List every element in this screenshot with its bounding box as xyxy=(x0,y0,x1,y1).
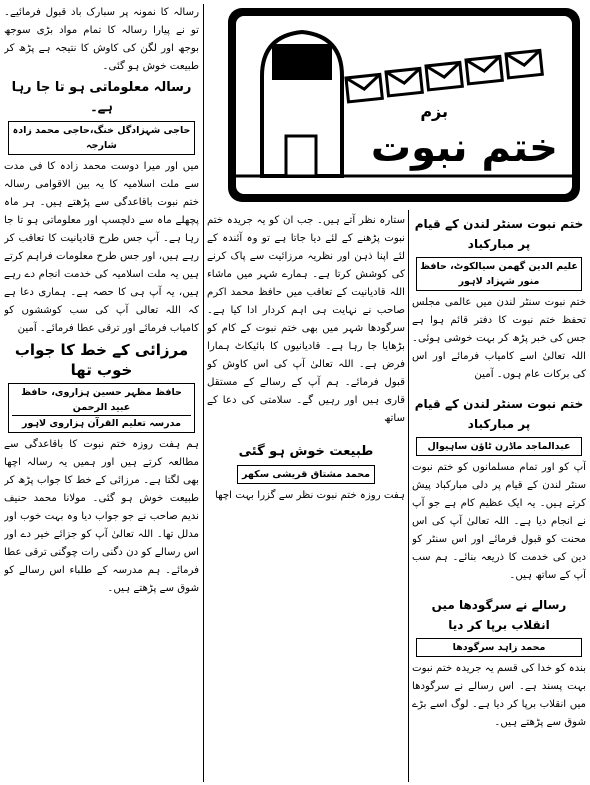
masthead-frame xyxy=(234,14,574,196)
masthead-subtitle: بزم xyxy=(420,102,448,121)
tower-door xyxy=(286,136,316,176)
byline-line: مدرسہ تعلیم القرآن ہزاروی لاہور xyxy=(12,415,191,431)
masthead xyxy=(228,8,580,202)
article-text: رسالہ کا نمونہ پر سبارک باد قبول فرمائیے۔ تو نے پیارا رسالہ کا تمام مواد بڑی سوجھ بوجھ اور لگن کی کاوش کا نتیجہ ہے پڑھ کر طبیعت خوش ہو گئی۔ xyxy=(4,7,199,72)
article-byline xyxy=(8,383,195,433)
article-headline: ختم نبوت سنٹر لندن کے قیام پر مبارکباد xyxy=(414,397,584,431)
article-headline: رسالہ معلوماتی ہو تا جا رہا ہے۔ xyxy=(11,80,192,115)
article-headline: مرزائی کے خط کا جواب خوب تھا xyxy=(14,341,189,379)
envelope-icons xyxy=(346,50,542,101)
article-text: میں اور میرا دوست محمد زادہ کا فی مدت سے ملت اسلامیہ کا یہ بین الاقوامی رسالہ ختم نبوت باقاعدگی سے پڑھتے ہیں۔ ہر ماہ پچھلے ماہ سے دلچسپ اور معلوماتی ہو تا جا رہا ہے۔ آپ جس طرح قادیانیت کا تعاقب کر رہے ہیں، اور جس طرح معلومات فراہم کرتے ہیں یہ ملت اسلامیہ کی خدمت انجام دے رہے ہیں، یہ آپ ہی کا حصہ ہے۔ ہماری دعا ہے کہ اللہ تعالی آپ کی سب کوششوں کو کامیاب فرمائے اور ترقی عطا فرمائے۔ آمین xyxy=(4,161,199,334)
article-text: ہم ہفت روزہ ختم نبوت کا باقاعدگی سے مطالعہ کرتے ہیں اور ہمیں یہ رسالہ اچھا بھی لگتا ہے۔ مرزائی کے خط کا جواب پڑھ کر طبیعت خوش ہو گئی۔ مولانا محمد حنیف ندیم صاحب نے جو جواب دیا وہ بہت خوب اور مدلل تھا۔ اللہ تعالیٰ آپ کو جزائے خیر دے اور اس رسالے کو دن دگنی رات چوگنی ترقی عطا فرمائے۔ ہم مدرسہ کے طلباء اس رسالے کو شوق سے پڑھتے ہیں۔ xyxy=(4,439,199,594)
article-text: ہفت روزہ ختم نبوت نظر سے گزرا بہت اچھا xyxy=(215,490,405,501)
article-byline: عبدالماجد ماڈرن ٹاؤن ساہیوال xyxy=(416,437,582,456)
article-byline: حاجی شہزادگل خنگ،حاجی محمد زادہ شارجہ xyxy=(8,121,195,155)
article-headline: ختم نبوت سنٹر لندن کے قیام پر مبارکباد xyxy=(414,217,584,251)
article-headline: رسالے نے سرگودھا میں انقلاب برپا کر دیا xyxy=(431,598,567,632)
column-divider xyxy=(203,4,204,782)
byline-line: حافظ مظہر حسین ہزاروی، حافظ عبید الرحمن xyxy=(21,387,182,413)
column-divider xyxy=(408,210,409,782)
article-headline: طبیعت خوش ہو گئی xyxy=(238,444,374,459)
column-right xyxy=(412,212,586,782)
article-text: آپ کو اور تمام مسلمانوں کو ختم نبوت سنٹر لندن کے قیام پر دلی مبارکباد پیش کرتے ہیں۔ یہ ایک عظیم کام ہے جو آپ نے انجام دیا ہے۔ اللہ تعالیٰ آپ کی اس محنت کو قبول فرمائے اور اس سنٹر کو دین کی خدمت کا ذریعہ بنائے۔ ہم سب آپ کے ساتھ ہیں۔ xyxy=(412,462,586,581)
column-left xyxy=(4,4,199,782)
article-text: ختم نبوت سنٹر لندن میں عالمی مجلس تحفظ ختم نبوت کا دفتر قائم ہوا ہے جس کی خبر پڑھ کر بہت خوشی ہوئی۔ اللہ تعالیٰ اسے کامیاب فرمائے اور اس کی برکات عام ہوں۔ آمین xyxy=(412,297,586,380)
masthead-title: ختم نبوت xyxy=(370,125,558,171)
article-byline: محمد مشتاق قریشی سکھر xyxy=(237,465,375,484)
article-byline: محمد زاہد سرگودھا xyxy=(416,638,582,657)
article-text: بندہ کو خدا کی قسم یہ جریدہ ختم نبوت بہت پسند ہے۔ اس رسالے نے سرگودھا میں انقلاب برپا کر دیا ہے۔ لوگ اسے بڑے شوق سے پڑھتے ہیں۔ xyxy=(412,663,586,728)
column-middle xyxy=(207,212,405,782)
article-byline: علیم الدین گھمن سیالکوٹ، حافظ منور شہزاد لاہور xyxy=(416,257,582,291)
article-text: ستارہ نظر آتے ہیں۔ جب ان کو یہ جریدہ ختم نبوت پڑھنے کے لئے دیا جاتا ہے تو وہ آئندہ کے لئے اپنا ذہن اور نظریہ مرزائیت سے پاک کرنے کی کوشش کرتا ہے۔ ہمارے شہر میں ماشاء اللہ قادیانیت کے تعاقب میں حافظ محمد اکرم صاحب نے نہایت ہی اہم کردار ادا کیا ہے۔ سرگودھا شہر میں بھی ختم نبوت کے کام کو بڑھایا جا رہا ہے۔ قادیانیوں کا بائیکاٹ ہمارا فرض ہے۔ اللہ تعالیٰ آپ کی اس کاوش کو قبول فرمائے۔ ہم آپ کے رسالے کے مستقل قاری ہیں اور رہیں گے۔ سلامتی کی دعا کے ساتھ xyxy=(207,215,405,424)
tower-cap xyxy=(272,44,332,80)
